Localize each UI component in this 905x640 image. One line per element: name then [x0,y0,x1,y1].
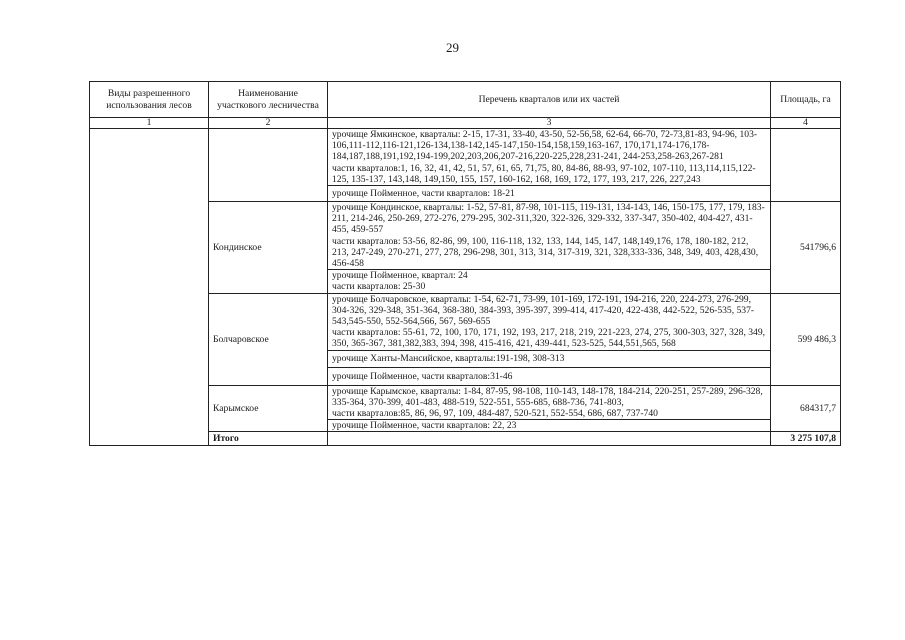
column-number: 1 [90,118,209,129]
quarters-text: урочище Кондинское, кварталы: 1-52, 57-81, 87-98, 101-115, 119-131, 134-143, 146, 150-175, 177, 179, 183-211, 214-246, 250-269, 272-276, 279-295, 302-311,320, 322-326, 329-332, 337-347, 350-402, 404-427, 431-455, 459-557 [332,202,765,236]
column-number: 3 [328,118,771,129]
usage-type-cell [90,129,209,446]
area-value: 599 486,3 [771,293,841,385]
header-row [90,82,841,118]
forestry-name-cell [209,129,328,202]
quarters-text: урочище Ямкинское, кварталы: 2-15, 17-31, 33-40, 43-50, 52-56,58, 62-64, 66-70, 72-73,81-83, 94-96, 103-106,111-112,116-121,126-134,138-142,145-147,150-154,158,159,163-167, 170,171,174-176,178-184,187,188,191,192,194-199,202,203,206,207-216,220-225,228,231-241, 244-253,258-263,267-281 [332,129,758,163]
quarters-parts-text: части кварталов:85, 86, 96, 97, 109, 484-487, 520-521, 552-554, 686, 687, 737-740 [332,408,658,420]
column-number: 4 [771,118,841,129]
quarters-cell [328,202,771,270]
forestry-name: Кондинское [209,202,328,294]
column-number: 2 [209,118,328,129]
header-quarters-list: Перечень кварталов или их частей [328,82,771,118]
header-forestry-name: Наименование участкового лесничества [209,82,328,118]
quarters-cell [328,270,771,293]
forestry-name: Карымское [209,385,328,432]
forestry-name: Болчаровское [209,293,328,385]
quarters-text: урочище Пойменное, части кварталов: 18-21 [328,186,771,202]
quarters-parts-text: части кварталов: 25-30 [332,281,426,293]
table-row [90,129,841,186]
total-label: Итого [209,432,328,446]
forest-table [89,81,841,446]
quarters-cell [328,129,771,186]
quarters-text: урочище Ханты-Мансийское, кварталы:191-198, 308-313 [328,350,771,367]
column-number-row [90,118,841,129]
area-value: 684317,7 [771,385,841,432]
area-value: 541796,6 [771,202,841,294]
quarters-text: урочище Пойменное, части кварталов:31-46 [328,367,771,385]
quarters-text: урочище Пойменное, части кварталов: 22, 23 [328,420,771,432]
header-usage-types: Виды разрешенного использования лесов [90,82,209,118]
quarters-text: урочище Болчаровское, кварталы: 1-54, 62-71, 73-99, 101-169, 172-191, 194-216, 220, 224-273, 276-299, 304-326, 329-348, 351-364, 368-380, 384-393, 395-397, 399-414, 417-420, 422-438, 442-522, 526-535, 537-543,545-550, 552-564,566, 567, 569-655 [332,293,755,328]
quarters-text: урочище Пойменное, квартал: 24 [332,270,468,282]
quarters-cell [328,385,771,420]
total-empty-cell [328,432,771,446]
quarters-parts-text: части кварталов:1, 16, 32, 41, 42, 51, 57, 61, 65, 71,75, 80, 84-86, 88-93, 97-102, 107-110, 113,114,115,122-125, 135-137, 143,148, 149,150, 155, 157, 160-162, 168, 169, 172, 177, 193, 217, 226, 227,243 [332,162,756,185]
total-area: 3 275 107,8 [771,432,841,446]
area-cell [771,129,841,202]
quarters-cell [328,293,771,350]
quarters-parts-text: части кварталов: 55-61, 72, 100, 170, 171, 192, 193, 217, 218, 219, 221-223, 274, 275, 300-303, 327, 328, 349, 350, 365-367, 381,382,383, 394, 398, 415-416, 421, 439-441, 523-525, 544,551,565, 568 [332,327,766,350]
quarters-parts-text: части кварталов: 53-56, 82-86, 99, 100, 116-118, 132, 133, 144, 145, 147, 148,149,176, 178, 180-182, 212, 213, 247-249, 270-271, 277, 278, 296-298, 301, 313, 314, 317-319, 321, 328,333-336, 348, 349, 403, 428,430, 456-458 [332,235,759,270]
header-area: Площадь, га [771,82,841,118]
page-number: 29 [446,40,459,55]
quarters-text: урочище Карымское, кварталы: 1-84, 87-95, 98-108, 110-143, 148-178, 184-214, 220-251, 257-289, 296-328, 335-364, 370-399, 401-483, 488-519, 522-551, 555-685, 688-736, 741-803, [332,385,763,408]
